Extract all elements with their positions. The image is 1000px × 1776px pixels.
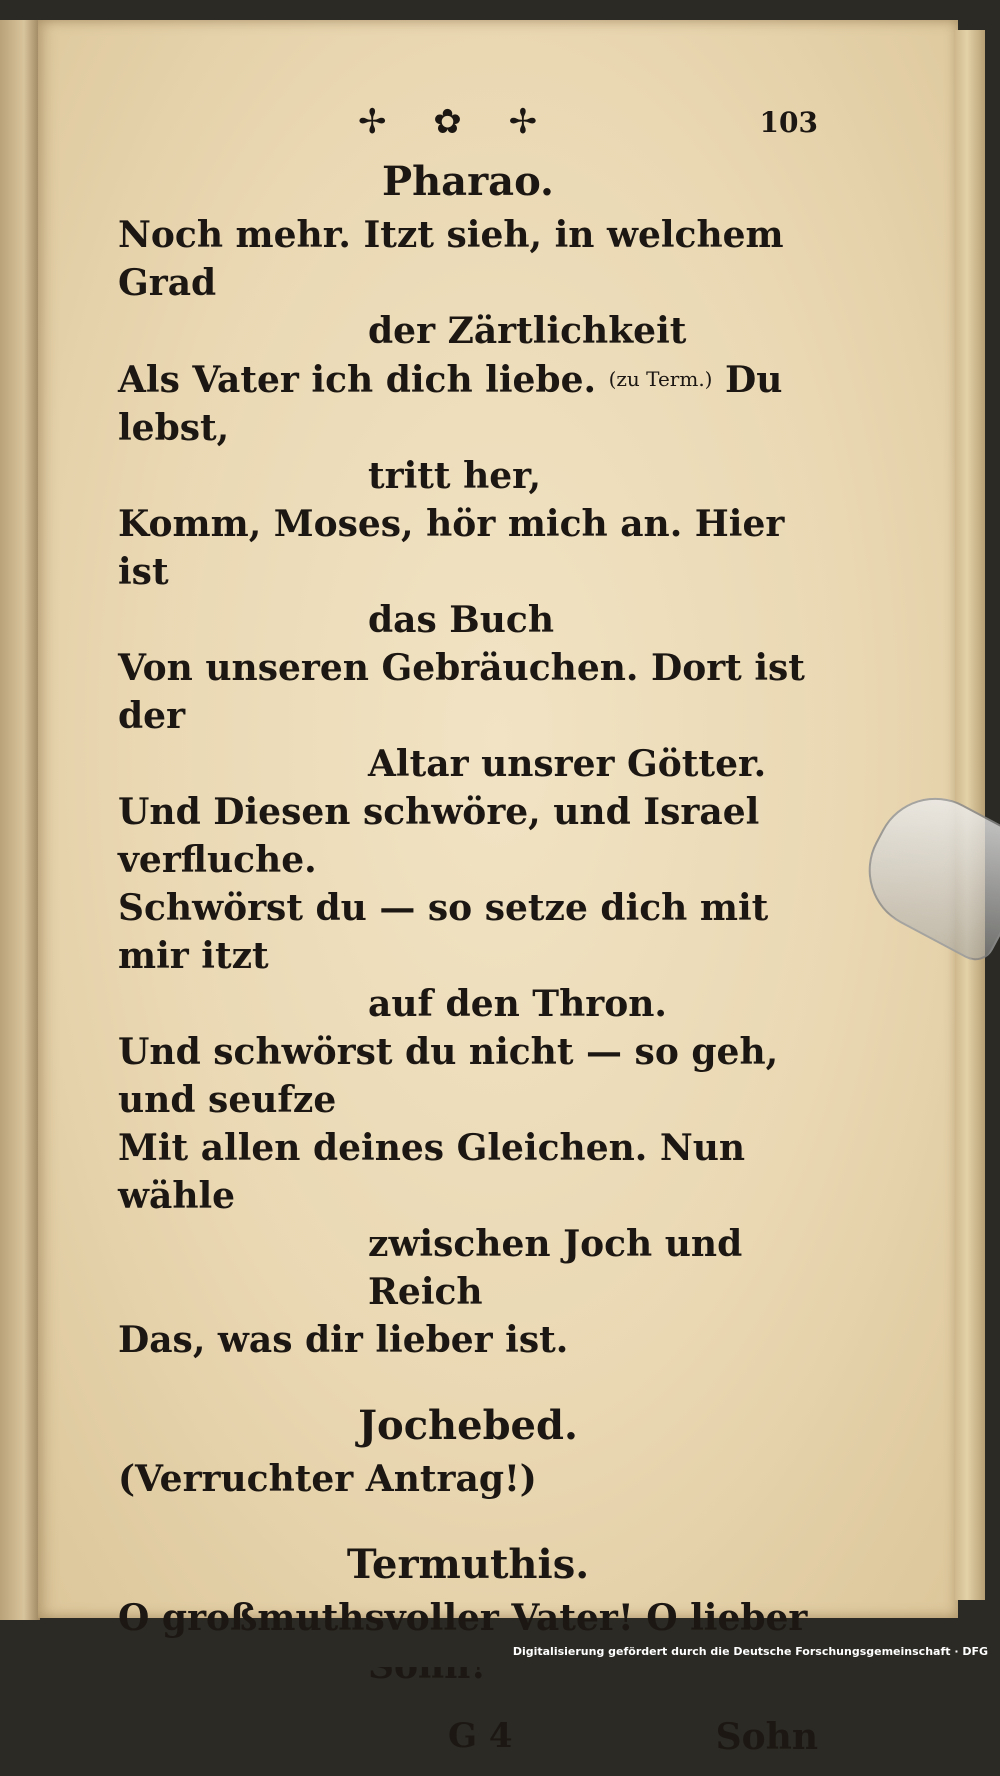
verse-text: Schwörst du — so setze dich mit mir itzt <box>118 887 769 977</box>
verse-line <box>118 500 818 644</box>
verse-continuation: tritt her, <box>368 455 542 497</box>
text-body <box>118 158 818 1690</box>
page-number: 103 <box>759 106 818 139</box>
verse-text: Noch mehr. Itzt sieh, in welchem Grad <box>118 214 784 304</box>
verse-continuation: der Zärtlichkeit <box>368 310 687 352</box>
page-content <box>118 90 818 1776</box>
speaker-name: Pharao. <box>382 158 554 205</box>
section-gap <box>118 1364 818 1394</box>
verse-text-after: Du lebst, <box>118 359 783 449</box>
page-footer <box>118 1716 818 1776</box>
verse-line <box>118 788 818 884</box>
page-header <box>118 90 818 150</box>
verse-text: Und Diesen schwöre, und Israel verfluche. <box>118 791 760 881</box>
verse-text: Mit allen deines Gleichen. Nun wähle <box>118 1127 746 1217</box>
verse-line <box>118 644 818 788</box>
verse-text: (Verruchter Antrag!) <box>118 1458 537 1500</box>
verse-text: Als Vater ich dich liebe. <box>118 359 597 401</box>
signature-mark: G 4 <box>448 1716 513 1756</box>
verse-text: Und schwörst du nicht — so geh, und seufze <box>118 1031 779 1121</box>
ornament: ✢ ✿ ✢ <box>358 102 556 142</box>
verse-text: Komm, Moses, hör mich an. Hier ist <box>118 503 785 593</box>
verse-line <box>118 1455 818 1503</box>
verse-line <box>118 355 818 500</box>
catchword: Sohn <box>715 1716 818 1758</box>
verse-continuation: auf den Thron. <box>368 983 667 1025</box>
verse-line <box>118 211 818 355</box>
speaker-name: Termuthis. <box>346 1541 590 1588</box>
verse-line <box>118 1124 818 1316</box>
digitization-credit: Digitalisierung gefördert durch die Deutsche Forschungsgemeinschaft · DFG <box>512 1645 988 1658</box>
verse-line <box>118 1316 818 1364</box>
verse-text: Von unseren Gebräuchen. Dort ist der <box>118 647 805 737</box>
section-gap <box>118 1503 818 1533</box>
verse-text: O großmuthsvoller Vater! O lieber <box>118 1597 808 1639</box>
verse-text: Das, was dir lieber ist. <box>118 1319 569 1361</box>
verse-continuation: Altar unsrer Götter. <box>368 743 767 785</box>
verse-continuation: das Buch <box>368 599 554 641</box>
verse-line <box>118 884 818 1028</box>
speaker-name: Jochebed. <box>358 1402 578 1449</box>
stage-direction: (zu Term.) <box>608 367 713 391</box>
verse-continuation: zwischen Joch und Reich <box>368 1223 743 1313</box>
verse-line <box>118 1028 818 1124</box>
book-edge-left <box>0 20 40 1620</box>
